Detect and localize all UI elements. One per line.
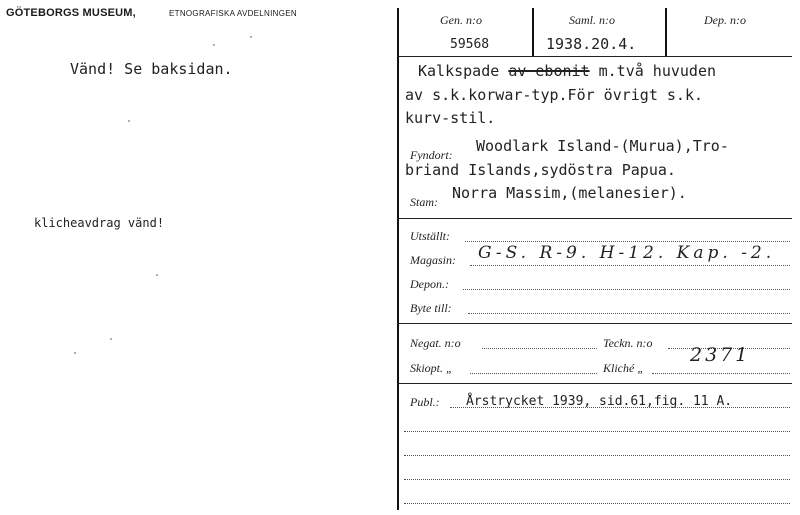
paper-speck (250, 36, 252, 38)
paper-speck (128, 120, 130, 122)
section-rule-1 (398, 218, 792, 219)
fyndort-label: Fyndort: (410, 148, 453, 162)
saml-no-label: Saml. n:o (569, 13, 615, 27)
gen-no-label: Gen. n:o (440, 13, 482, 27)
card-left-border (397, 8, 399, 510)
negat-label: Negat. n:o (410, 336, 461, 350)
utstallt-line (465, 241, 790, 242)
department-name: ETNOGRAFISKA AVDELNINGEN (169, 9, 297, 18)
blank-line (404, 479, 790, 480)
stam-label: Stam: (410, 195, 438, 209)
column-divider-1 (532, 8, 534, 56)
section-rule-2 (398, 323, 792, 324)
byte-till-line (468, 313, 790, 314)
dep-no-label: Dep. n:o (704, 13, 746, 27)
paper-speck (156, 274, 158, 276)
depon-label: Depon.: (410, 277, 449, 291)
magasin-line (470, 265, 790, 266)
blank-line (404, 503, 790, 504)
publ-value: Årstrycket 1939, sid.61,fig. 11 A. (466, 394, 733, 409)
description-line-3: kurv-stil. (405, 109, 496, 127)
paper-speck (74, 352, 76, 354)
cliche-print-note: klicheavdrag vänd! (34, 216, 165, 230)
magasin-value: G-S. R-9. H-12. Kap. -2. (478, 243, 776, 263)
description-text: Kalkspade (418, 62, 509, 80)
negat-line (482, 348, 597, 349)
description-line-2: av s.k.korwar-typ.För övrigt s.k. (405, 86, 704, 104)
publ-line (450, 407, 790, 408)
kliche-line (652, 373, 790, 374)
paper-speck (213, 44, 215, 46)
description-text: m.två huvuden (589, 62, 717, 80)
skiopt-label: Skiopt. „ (410, 361, 453, 375)
description-line-1 (418, 62, 716, 80)
struck-out-text: av ebonit (508, 62, 590, 80)
column-divider-2 (665, 8, 667, 56)
byte-till-label: Byte till: (410, 301, 452, 315)
gen-no-value: 59568 (450, 37, 490, 52)
header-rule (398, 56, 792, 57)
kliche-value: 2371 (690, 344, 751, 366)
paper-speck (110, 338, 112, 340)
depon-line (463, 289, 790, 290)
fyndort-line-1: Woodlark Island-(Murua),Tro- (476, 137, 729, 155)
utstallt-label: Utställt: (410, 229, 451, 243)
section-rule-3 (398, 383, 792, 384)
museum-name: GÖTEBORGS MUSEUM, (6, 7, 136, 19)
turn-over-note: Vänd! Se baksidan. (70, 60, 233, 78)
teckn-label: Teckn. n:o (603, 336, 653, 350)
stam-value: Norra Massim,(melanesier). (452, 184, 687, 202)
blank-line (404, 455, 790, 456)
saml-no-value: 1938.20.4. (546, 35, 637, 53)
skiopt-line (470, 373, 597, 374)
fyndort-line-2: briand Islands,sydöstra Papua. (405, 161, 676, 179)
blank-line (404, 431, 790, 432)
kliche-label: Kliché „ (603, 361, 644, 375)
magasin-label: Magasin: (410, 253, 456, 267)
publ-label: Publ.: (410, 395, 440, 409)
